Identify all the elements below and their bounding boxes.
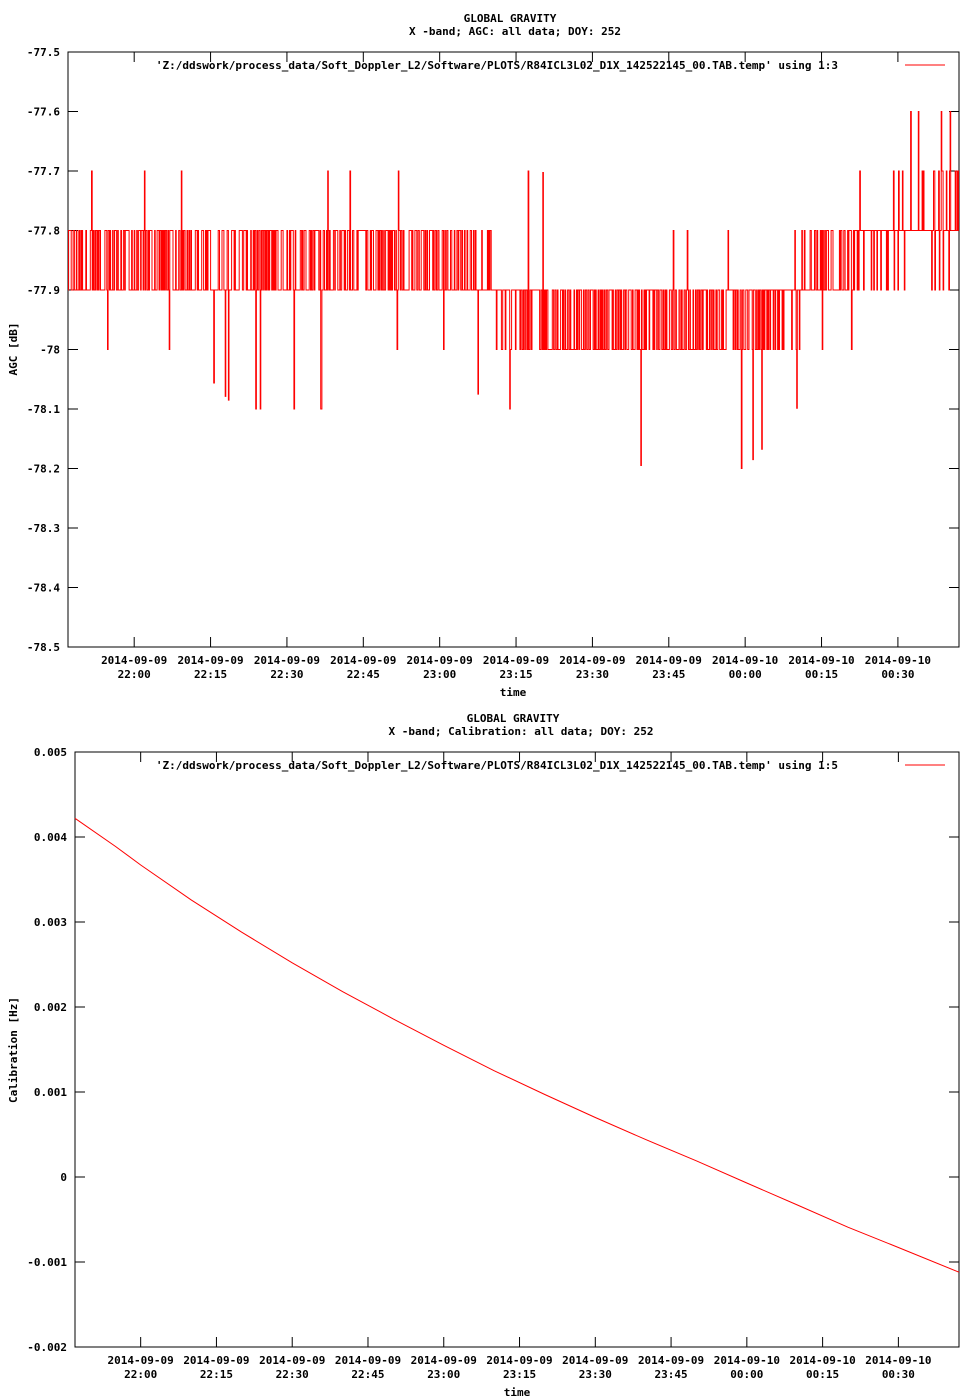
y-tick-label: 0.002 bbox=[33, 1001, 67, 1014]
x-tick-label-date: 2014-09-09 bbox=[330, 654, 397, 667]
y-tick-label: -77.8 bbox=[26, 224, 60, 238]
y-axis bbox=[27, 46, 959, 654]
x-tick-label-time: 23:30 bbox=[575, 668, 609, 681]
x-tick-label-date: 2014-09-10 bbox=[712, 654, 779, 667]
y-tick-label: -77.5 bbox=[26, 46, 60, 59]
x-tick-label-date: 2014-09-09 bbox=[107, 1354, 174, 1367]
x-tick-label-date: 2014-09-09 bbox=[637, 1354, 705, 1367]
series-line bbox=[68, 112, 959, 469]
plot-frame bbox=[68, 52, 959, 647]
y-axis bbox=[27, 746, 959, 1354]
y-tick-label: -78.2 bbox=[26, 462, 60, 476]
x-tick-label-time: 00:00 bbox=[730, 1368, 764, 1381]
y-tick-label: 0.005 bbox=[33, 746, 67, 759]
chart-title: GLOBAL GRAVITY bbox=[466, 712, 560, 725]
x-tick-label-date: 2014-09-09 bbox=[486, 1354, 553, 1367]
y-tick-label: -78 bbox=[40, 343, 60, 357]
y-tick-label: 0.003 bbox=[33, 916, 67, 929]
x-tick-label-date: 2014-09-09 bbox=[562, 1354, 629, 1367]
x-tick-label-time: 22:15 bbox=[193, 668, 228, 681]
x-tick-label-time: 22:45 bbox=[346, 668, 380, 681]
chart-subtitle: X -band; AGC: all data; DOY: 252 bbox=[409, 25, 621, 38]
x-tick-label-date: 2014-09-09 bbox=[177, 654, 244, 667]
x-tick-label-date: 2014-09-10 bbox=[713, 1354, 780, 1367]
y-axis-label: AGC [dB] bbox=[7, 322, 20, 376]
legend-label: 'Z:/ddswork/process_data/Soft_Doppler_L2/Software/PLOTS/R84ICL3L02_D1X_142522145_00.TAB.temp' using 1:5 bbox=[155, 759, 838, 772]
y-tick-label: -77.7 bbox=[26, 165, 60, 178]
chart-title: GLOBAL GRAVITY bbox=[463, 12, 557, 25]
x-tick-label-date: 2014-09-10 bbox=[864, 654, 932, 667]
plot-frame bbox=[75, 752, 959, 1347]
x-tick-label-date: 2014-09-09 bbox=[559, 654, 626, 667]
x-tick-label-time: 00:00 bbox=[728, 668, 762, 681]
x-tick-label-time: 22:45 bbox=[351, 1368, 385, 1381]
y-tick-label: -78.5 bbox=[26, 641, 60, 654]
x-tick-label-time: 23:45 bbox=[652, 668, 686, 681]
x-tick-label-time: 00:15 bbox=[806, 1368, 840, 1381]
x-tick-label-date: 2014-09-10 bbox=[788, 654, 855, 667]
x-tick-label-time: 23:00 bbox=[427, 1368, 461, 1381]
x-tick-label-date: 2014-09-10 bbox=[865, 1354, 932, 1367]
y-tick-label: 0.004 bbox=[33, 831, 67, 844]
y-tick-label: -0.002 bbox=[27, 1341, 67, 1354]
x-tick-label-time: 22:00 bbox=[124, 1368, 158, 1381]
x-tick-label-time: 22:15 bbox=[199, 1368, 234, 1381]
series-layer bbox=[68, 112, 959, 469]
y-tick-label: -78.1 bbox=[26, 403, 60, 416]
x-tick-label-date: 2014-09-09 bbox=[635, 654, 702, 667]
x-tick-label-time: 00:15 bbox=[804, 668, 839, 681]
x-tick-label-time: 23:15 bbox=[502, 1368, 537, 1381]
x-axis-label: time bbox=[499, 686, 527, 699]
x-tick-label-date: 2014-09-09 bbox=[101, 654, 168, 667]
x-tick-label-time: 22:30 bbox=[270, 668, 304, 681]
y-tick-label: -77.6 bbox=[26, 105, 60, 119]
x-tick-label-date: 2014-09-09 bbox=[482, 654, 550, 667]
x-tick-label-time: 00:30 bbox=[881, 668, 915, 681]
y-tick-label: -0.001 bbox=[27, 1256, 67, 1269]
x-tick-label-time: 23:15 bbox=[499, 668, 533, 681]
x-tick-label-time: 23:30 bbox=[578, 1368, 612, 1381]
legend-label: 'Z:/ddswork/process_data/Soft_Doppler_L2/Software/PLOTS/R84ICL3L02_D1X_142522145_00.TAB.temp' using 1:3 bbox=[155, 59, 838, 72]
x-tick-label-time: 22:00 bbox=[117, 668, 151, 681]
x-tick-label-time: 23:45 bbox=[654, 1368, 688, 1381]
y-axis-label: Calibration [Hz] bbox=[7, 997, 20, 1103]
x-tick-label-date: 2014-09-09 bbox=[183, 1354, 250, 1367]
x-axis-label: time bbox=[503, 1386, 531, 1399]
x-tick-label-time: 22:30 bbox=[275, 1368, 309, 1381]
y-tick-label: 0.001 bbox=[33, 1086, 67, 1099]
y-tick-label: 0 bbox=[60, 1171, 67, 1184]
chart-subtitle: X -band; Calibration: all data; DOY: 252 bbox=[388, 725, 654, 738]
y-tick-label: -78.3 bbox=[26, 522, 60, 535]
x-tick-label-date: 2014-09-09 bbox=[334, 1354, 402, 1367]
y-tick-label: -77.9 bbox=[26, 284, 60, 297]
x-tick-label-date: 2014-09-09 bbox=[410, 1354, 477, 1367]
x-axis bbox=[108, 752, 932, 1381]
agc-chart bbox=[7, 12, 959, 699]
x-tick-label-date: 2014-09-09 bbox=[406, 654, 473, 667]
x-tick-label-date: 2014-09-09 bbox=[253, 654, 321, 667]
series-line bbox=[75, 818, 959, 1272]
x-tick-label-date: 2014-09-10 bbox=[789, 1354, 856, 1367]
x-tick-label-time: 23:00 bbox=[423, 668, 457, 681]
x-tick-label-time: 00:30 bbox=[881, 1368, 915, 1381]
y-tick-label: -78.4 bbox=[26, 581, 60, 595]
series-layer bbox=[75, 818, 959, 1272]
calibration-chart bbox=[7, 712, 959, 1399]
x-tick-label-date: 2014-09-09 bbox=[259, 1354, 326, 1367]
